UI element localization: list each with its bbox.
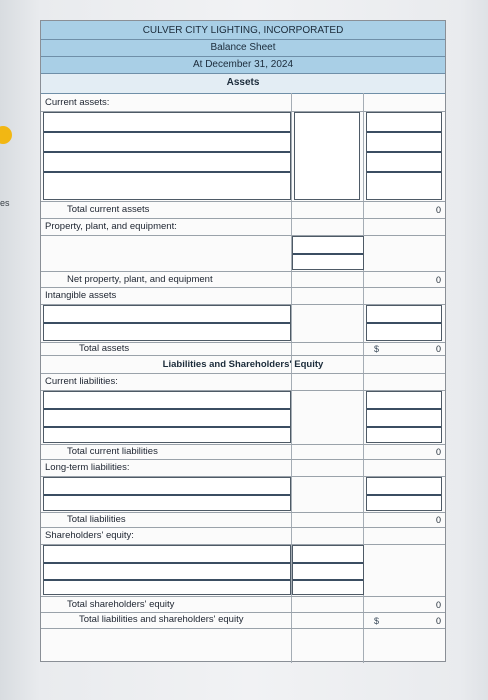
total-assets-currency: $ [374, 344, 380, 354]
row-divider [41, 612, 445, 613]
long-term-entry-grid[interactable] [43, 477, 291, 511]
total-liabilities-value: 0 [435, 515, 441, 525]
total-liabilities-label: Total liabilities [67, 514, 126, 525]
total-current-assets-label: Total current assets [67, 204, 150, 215]
intangible-assets-label: Intangible assets [45, 290, 117, 301]
intangible-entry-grid[interactable] [43, 305, 291, 341]
long-term-liabilities-label: Long-term liabilities: [45, 462, 130, 473]
total-liabilities-equity-value: 0 [435, 616, 441, 626]
total-equity-label: Total shareholders' equity [67, 599, 175, 610]
row-divider [41, 444, 445, 445]
total-equity-value: 0 [435, 600, 441, 610]
shareholders-equity-label: Shareholders' equity: [45, 530, 134, 541]
total-assets-label: Total assets [79, 343, 130, 354]
total-liabilities-equity-label: Total liabilities and shareholders' equity [79, 614, 244, 625]
equity-amount-grid[interactable] [292, 545, 364, 595]
assets-heading: Assets [226, 77, 260, 88]
row-divider [41, 596, 445, 597]
current-liabilities-amount-grid[interactable] [366, 391, 442, 443]
equity-entry-grid[interactable] [43, 545, 291, 595]
statement-date: At December 31, 2024 [192, 59, 294, 70]
row-divider [41, 459, 445, 460]
balance-sheet-worksheet [40, 20, 446, 662]
total-current-liabilities-label: Total current liabilities [67, 446, 158, 457]
row-divider [41, 512, 445, 513]
total-assets-value: 0 [435, 344, 441, 354]
yellow-indicator-dot [0, 126, 12, 144]
current-assets-amount-grid-a[interactable] [294, 112, 360, 200]
current-assets-entry-grid[interactable] [43, 112, 291, 200]
row-divider [41, 218, 445, 219]
total-liabilities-equity-currency: $ [374, 616, 380, 626]
row-divider [41, 271, 445, 272]
row-divider [41, 235, 445, 236]
row-divider [41, 628, 445, 629]
row-divider [41, 355, 445, 356]
row-divider [41, 201, 445, 202]
ppe-amount-grid[interactable] [292, 236, 364, 270]
liabilities-equity-heading: Liabilities and Shareholders' Equity [162, 359, 324, 370]
long-term-amount-grid[interactable] [366, 477, 442, 511]
edge-fragment-text: es [0, 198, 10, 208]
current-assets-label: Current assets: [45, 97, 110, 108]
net-ppe-label: Net property, plant, and equipment [67, 274, 213, 285]
row-divider [41, 373, 445, 374]
row-divider [41, 287, 445, 288]
company-name: CULVER CITY LIGHTING, INCORPORATED [142, 25, 344, 36]
current-assets-amount-grid-b[interactable] [366, 112, 442, 200]
statement-title: Balance Sheet [210, 42, 276, 53]
row-divider [41, 527, 445, 528]
total-current-assets-value: 0 [435, 205, 441, 215]
ppe-label: Property, plant, and equipment: [45, 221, 177, 232]
current-liabilities-entry-grid[interactable] [43, 391, 291, 443]
current-liabilities-label: Current liabilities: [45, 376, 118, 387]
total-current-liabilities-value: 0 [435, 447, 441, 457]
intangible-amount-grid[interactable] [366, 305, 442, 341]
net-ppe-value: 0 [435, 275, 441, 285]
